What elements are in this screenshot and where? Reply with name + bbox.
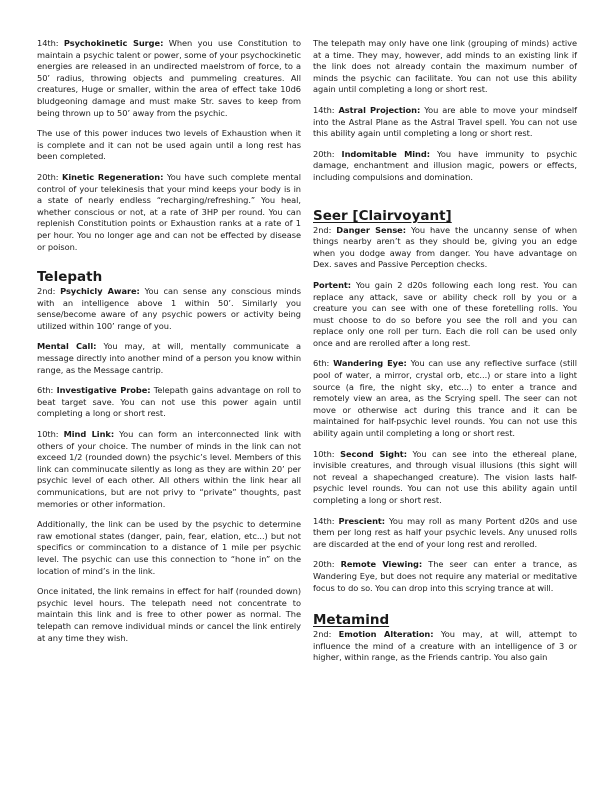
ability-text: The seer can enter a trance, as Wandering Eye, but does not require any material or meditative focus to do so. You can drop into this scrying trance at will. — [313, 559, 577, 593]
ability-name: Danger Sense: — [336, 224, 406, 235]
ability-name: Portent: — [313, 279, 352, 290]
ability-text: When you use Constitution to maintain a psychic talent or power, some of your psychockinetic energies are released in an undirected maelstrom of force, to a 50’ radius, throwing objects and pummeling creatures. All creatures, Huge or smaller, within the area of effect take 10d6 bludgeoning damage and must make Str. saves to keep from being thrown up to 50’ away from the psychic. — [37, 38, 301, 118]
ability-text: You have immunity to psychic damage, enchantment and illusion magic, powers or effects, including compulsions and domination. — [313, 148, 577, 182]
section-heading-seer: Seer [Clairvoyant] — [313, 207, 452, 224]
ability-paragraph — [313, 516, 577, 551]
ability-name: Mind Link: — [63, 429, 115, 440]
ability-paragraph — [37, 128, 301, 163]
ability-text: The use of this power induces two levels of Exhaustion when it is complete and it can not be used again until a long rest has been completed. — [37, 128, 301, 162]
ability-paragraph — [313, 629, 577, 664]
ability-level: 14th: — [313, 515, 339, 526]
ability-paragraph — [313, 149, 577, 184]
ability-name: Prescient: — [338, 515, 386, 526]
ability-name: Astral Projection: — [338, 104, 421, 115]
ability-paragraph — [37, 385, 301, 420]
ability-text: You have the uncanny sense of when things nearby aren’t as they should be, giving you an edge when you dodge away from danger. You have advantage on Dex. saves and Passive Perception checks. — [313, 224, 577, 270]
ability-paragraph — [37, 172, 301, 253]
ability-level: 20th: — [313, 148, 342, 159]
ability-level: 20th: — [37, 171, 63, 182]
ability-name: Psychicly Aware: — [60, 286, 140, 297]
ability-paragraph — [313, 225, 577, 271]
ability-paragraph — [313, 559, 577, 594]
ability-name: Emotion Alteration: — [338, 629, 434, 640]
ability-text: Telepath gains advantage on roll to beat target save. You can not use this power again until completing a long or short rest. — [37, 385, 301, 419]
ability-paragraph — [313, 280, 577, 350]
ability-paragraph — [37, 286, 301, 332]
ability-paragraph — [313, 38, 577, 96]
ability-paragraph — [37, 519, 301, 577]
ability-name: Second Sight: — [340, 448, 407, 459]
ability-text: Once initated, the link remains in effect for half (rounded down) psychic level hours. The telepath need not concentrate to maintain this link and is free to other power as normal. The telepath can remove individual minds or cancel the link entirely at any time they wish. — [37, 586, 301, 643]
ability-text: You gain 2 d20s following each long rest. You can replace any attack, save or ability check roll by you or a creature you can see with one of these foretelling rolls. You must choose to do so before you see the roll and you can replace only one roll per turn. Each die roll can be used only once and are rerolled after a long rest. — [313, 279, 577, 348]
ability-text: You have such complete mental control of your telekinesis that your mind keeps your body is in a state of nearly endless “recharging/refreshing.” You heal, whether conscious or not, at a rate of 3HP per round. You can replenish Constitution points or Exhaustion ranks at a rate of 1 per hour. You no longer age and can not be effected by disease or poison. — [37, 171, 301, 252]
telepath-abilities — [37, 286, 301, 644]
ability-name: Investigative Probe: — [56, 385, 151, 396]
seer-abilities — [313, 225, 577, 595]
ability-paragraph — [313, 449, 577, 507]
ability-level: 2nd: — [313, 224, 337, 235]
section-heading-metamind: Metamind — [313, 612, 390, 629]
ability-text: Additionally, the link can be used by the psychic to determine raw emotional states (danger, pain, fear, elation, etc...) but not specifics or commincation to a distance of 1 mile per psychic level. The psychic can use this connection to “hone in” on the location of mind’s in the link. — [37, 519, 301, 576]
ability-name: Psychokinetic Surge: — [63, 38, 164, 48]
ability-paragraph — [313, 105, 577, 140]
right-column — [313, 38, 577, 673]
psychokinetic-abilities — [37, 38, 301, 253]
ability-text: You may roll as many Portent d20s and use them per long rest as half your psychic levels. Any unused rolls are discarded at the end of your long rest and rerolled. — [313, 515, 577, 549]
ability-text: You are able to move your mindself into the Astral Plane as the Astral Travel spell. You can not use this ability again until completing a long or short rest. — [313, 104, 577, 139]
ability-text: You may, at will, attempt to influence the mind of a creature with an intelligence of 3 or higher, within range, as the Friends cantrip. You also gain — [313, 629, 578, 663]
ability-text: The telepath may only have one link (grouping of minds) active at a time. They may, however, add minds to an existing link if the link does not already contain the maximum number of minds the psychic can facilitate. You can not use this ability again until completing a long or short rest. — [313, 38, 577, 95]
metamind-abilities — [313, 629, 577, 664]
ability-level: 10th: — [37, 429, 64, 440]
ability-paragraph — [37, 586, 301, 644]
ability-paragraph — [313, 358, 577, 439]
ability-name: Remote Viewing: — [340, 559, 423, 570]
ability-level: 6th: — [37, 385, 57, 396]
ability-level: 6th: — [313, 358, 334, 369]
ability-name: Kinetic Regeneration: — [62, 171, 164, 182]
ability-name: Indomitable Mind: — [341, 148, 430, 159]
ability-text: You can form an interconnected link with others of your choice. The number of minds in the link can not exceed 1/2 (rounded down) the psychic’s level. Members of this link can comminucate silently as long as they are within 20’ per psychic level of each other. All others within the link hear all communications, but are not privy to “private” thoughts, past memories or other information. — [37, 429, 301, 509]
left-column — [37, 38, 301, 653]
ability-paragraph — [37, 341, 301, 376]
ability-paragraph — [37, 429, 301, 510]
ability-level: 2nd: — [313, 629, 339, 640]
telepath-abilities-continued — [313, 38, 577, 184]
section-heading-telepath: Telepath — [37, 269, 103, 286]
ability-level: 14th: — [37, 38, 64, 48]
ability-text: You can sense any conscious minds with an intelligence above 1 within 50’. Similarly you sense/become aware of any psychic powers or activity being utilized within 100’ range of you. — [37, 286, 301, 331]
ability-name: Wandering Eye: — [333, 358, 407, 369]
ability-name: Mental Call: — [37, 341, 97, 352]
ability-level: 20th: — [313, 559, 341, 570]
ability-text: You can use any reflective surface (still pool of water, a mirror, crystal orb, etc...) or stare into a light source (a fire, the night sky, etc...) to enter a trance and remotely view an area, as the Scrying spell. The seer can not move or otherwise act during this trance and it can be maintained for half-psychic level rounds. You can not use this ability again until completing a long or short rest. — [313, 358, 577, 439]
ability-text: You can see into the ethereal plane, invisible creatures, and through visual illusions (this sight will not reveal a shapechanged creature). The vision lasts half-psychic level rounds. You can not use this ability again until completing a long or short rest. — [313, 448, 577, 505]
ability-level: 10th: — [313, 448, 341, 459]
ability-text: You may, at will, mentally communicate a message directly into another mind of a person you know within range, as the Message cantrip. — [37, 341, 301, 375]
ability-level: 2nd: — [37, 286, 61, 297]
ability-paragraph — [37, 38, 301, 119]
ability-level: 14th: — [313, 104, 339, 115]
